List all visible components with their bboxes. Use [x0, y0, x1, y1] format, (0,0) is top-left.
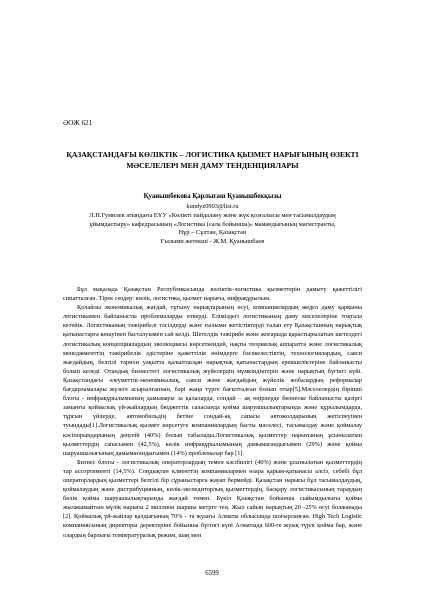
body-paragraph: Бизнес блогы - логистикалық операторлардың темен кәсібилігі (40%) және ұсынылатын қызметтердің тар ассортименті (14,5%). Соңдықтан клиенттің компаниялармен өзара қарым-қатынасы алсіз, себебі бұл операторлардың қызметтері белгілі бір сұраныстарға жауап бермейді. Қазақстан нарығы бұл тасымалдаудың, қоймалаудың және дистрибуцияның, көлік-экспедиторлық қызметтердің, басқару логистикасының тараудың бөлік қойма шаруашылықтарында жағдай төмен. Бүкіл Қазақстан бойынша сыйымдылығы қойма жылжымайтын мүлік нарығы 2 миллион шаршы метрге тең. Жыл сайын нарықтың 20 -25% өсуі болжанады [2]. Қоймалық үй-жайлар қалдығының 70% - та жуығы Алматы облысында шоғырланған. High Tech Logistic компаниясының директоры деректеріне бойынша бүгінгі күні Алматыда 600-ге жуық түрлі қойма бар, және олардың барлығы температуралық режим, шаң мен: [63, 458, 362, 539]
article-body: [63, 285, 362, 540]
page-number: 6599: [205, 570, 219, 577]
affiliation-line: Нұр – Сұлтан, Қазақстан: [178, 229, 247, 237]
affiliation-block: [63, 212, 362, 246]
supervisor-line: Ғылыми жетекші - Ж.М. Қуанышбаев: [160, 237, 265, 245]
article-title: ҚАЗАҚСТАНДАҒЫ КӨЛІКТІК – ЛОГИСТИКА ҚЫЗМЕТ НАРЫҒЫНЫҢ ӨЗЕКТІ МӘСЕЛЕЛЕРІ МЕН ДАМУ ТЕНДЕНЦИЯЛАРЫ: [66, 150, 359, 170]
author-email[interactable]: kundyz0903@list.ru: [186, 203, 239, 210]
affiliation-line: Л.Н.Гумилев атындағы ЕҰУ «Көлікті пайдалану және жүк қозғалысы мен тасымалдаудың: [89, 212, 336, 219]
author-name: Қуанышбекова Қарлығаш Қуанышбекқызы: [143, 193, 282, 200]
abstract-paragraph: Бұл мақалада Қазақстан Республикасында көліктік-логистика қызметтерін дамыту қажеттілігі сипатталған. Тірек сөздер: көлік, логистика, қызмет нарығы, инфрақұрылым.: [63, 286, 362, 303]
affiliation-line: ұйымдастыру» кафедрасының «Логистика (сала бойынша)» мамандығының магистранты,: [89, 220, 336, 228]
body-paragraph: Қолайлы экономикалық жағдай, тұтыну нарықтарының өсуі, компаниялардың жедел даму қарқыны логистикамен байланысты проблемаларды өткерді. Еліміздегі логистиканың даму мәселелеріне тоқтала кетейік. Логистиканың тәжірибелі тәсілдерді және ғылыми жетістіктерді талап ету Қазақстанның нарықтық қатынастарға көшуінен басталуымен сай келді. Шетелдік тәжірибе және жоғарыда қарастырылатын шетелдегі логистикалық концепциялардың эволюциясы көрсеткендей, нақты теориялық аппаратта және логистикалық менеджменттің тәжірибелік әдістеріне қажеттілік өнімдерге бәсекелестіктің, технологиялардың, саяси жағдайдың, белгілі тарихи уақытта қалыптасқан нарықтық қатынастардың ерекшеліктеріне байланысты болып келеді. Отандық бизнестегі логистикалық жүйелердің мүмкіндіктерін және нарықтың бүгінгі күйі. Қазақстандағы әлеуметтік-экономикалық, саяси және жағдайдың жүйелік жобалардың реформалар бағдарламалары жүзеге асырылғаннан, бәрі жаңа түрге бағытталған болып отыр[5].Мәселелердің бірінші блогы - инфрақұрылымының дамымауы за қалаларда, сондай – ақ өңірлерде бизнеске байланысты қазіргі заманғы қоймалық үй-жайлардың бюджеттік саласында қойма шаруашылықтарында және құрылымдарда, тұрғын үйлерде, автомобильдің бетіне сондай-ақ сапасы автожолдарының жетіспеуінен туындады[1].Логистикалық қызмет көрсетуге компаниялардың басты мәселесі, тасымалдау және қоймалау кәсіпорындарының деңгейі (40%) болып табылады.Логистикалық қызметтер нарығының ұсынылатын қызметтердің сапасымен (42,5%), көлік инфрақұрылымының дамымағандығымен (29%) және қойма шаруашылығының дамымағандығымен (14%) проблемалар бар [1].: [63, 304, 362, 457]
udc-code: ӘОЖ 621: [63, 119, 93, 127]
